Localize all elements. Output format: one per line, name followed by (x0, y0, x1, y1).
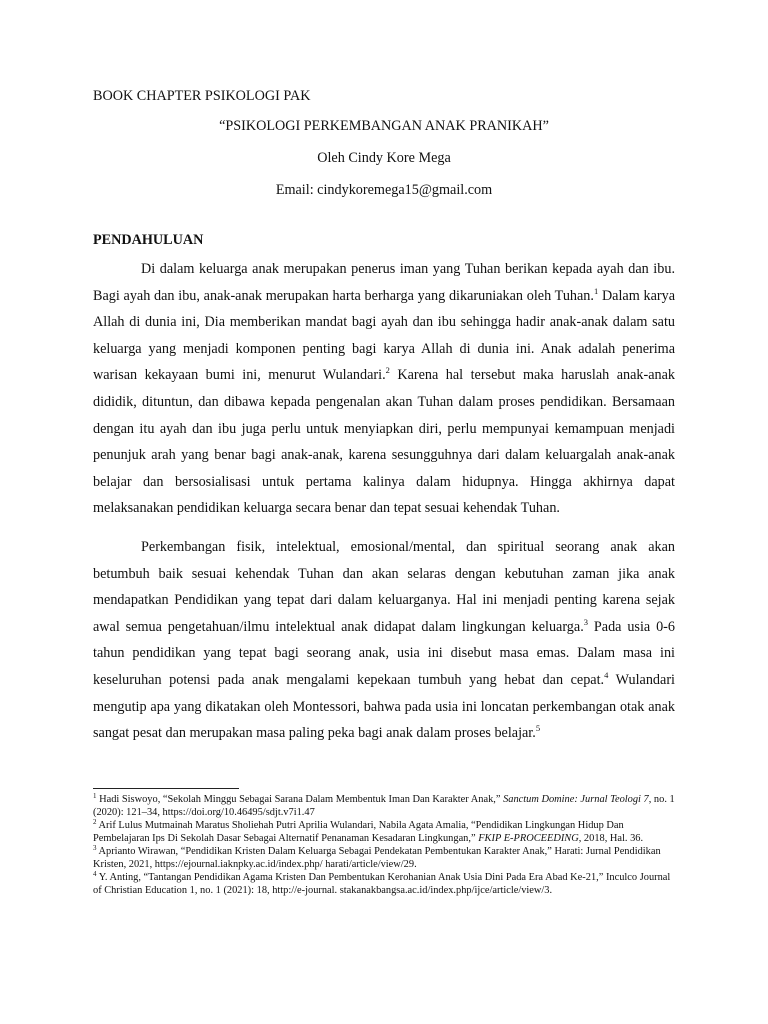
footnote-text[interactable]: Y. Anting, “Tantangan Pendidikan Agama Kristen Dan Pembentukan Kerohanian Anak Usia Dini Pada Era Abad Ke-21,” Inculco Journal of Christian Education 1, no. 1 (2021): 18, http://e-journal. stakanakbangsa.ac.id/index.php/ijce/article/view/3. (93, 872, 671, 896)
paragraph-text: Karena hal tersebut maka haruslah anak-anak dididik, dituntun, dan dibawa kepada pengenalan akan Tuhan dalam proses pendidikan. Bersamaan dengan itu ayah dan ibu juga perlu untuk menyiapkan diri, perlu mempunyai kemampuan menjadi penunjuk arah yang benar bagi anak-anak, karena sesungguhnya dari dalam keluargalah anak-anak belajar dan bersosialisasi untuk pertama kalinya dalam hidupnya. Hingga akhirnya dapat melaksanakan pendidikan keluarga secara benar dan tepat sesuai kehendak Tuhan. (93, 367, 675, 517)
email-line: Email: cindykoremega15@gmail.com (275, 182, 493, 198)
paragraph-text: Wulandari mengutip apa yang dikatakan oleh Montessori, bahwa pada usia ini loncatan perkembangan otak anak sangat pesat dan merupakan masa paling peka bagi anak dalam proses belajar. (93, 671, 675, 742)
paragraph-text: Perkembangan fisik, intelektual, emosional/mental, dan spiritual seorang anak akan betumbuh baik sesuai kehendak Tuhan dan akan selaras dengan kebutuhan zaman jika anak mendapatkan Pendidikan yang tepat dari dalam keluarganya. Hal ini menjadi penting karena sejak awal semua pengetahuan/ilmu intelektual anak didapat dalam lingkungan keluarga. (93, 538, 675, 635)
footnote-1 (93, 793, 675, 819)
footnote-text: Hadi Siswoyo, “Sekolah Minggu Sebagai Sarana Dalam Membentuk Iman Dan Karakter Anak,” (96, 794, 504, 805)
footnote-ref[interactable]: 5 (535, 723, 541, 734)
footnote-ref[interactable]: 2 (385, 365, 390, 376)
footnote-ref[interactable]: 1 (593, 285, 599, 296)
footnote-text[interactable]: , no. 1 (2020): 121–34, https://doi.org/10.46495/sdjt.v7i1.47 (93, 794, 675, 818)
paragraph-1 (93, 256, 675, 522)
footnote-3 (93, 845, 675, 871)
footnote-ref[interactable]: 3 (583, 616, 588, 627)
footnote-italic: Sanctum Domine: Jurnal Teologi 7 (503, 794, 649, 805)
footnote-text: Arif Lulus Mutmainah Maratus Sholiehah Putri Aprilia Wulandari, Nabila Agata Amalia, “Pendidikan Lingkungan Hidup Dan Pembelajaran Ips Di Sekolah Dasar Sebagai Alternatif Penanaman Kesadaran Lingkungan,” (93, 820, 624, 844)
document-body (93, 86, 675, 747)
paragraph-text: Dalam karya Allah di dunia ini, Dia memberikan mandat bagi ayah dan ibu sehingga hadir anak-anak dalam satu keluarga yang menjadi komponen penting bagi karya Allah di dunia ini. Anak adalah penerima warisan kekayaan bumi ini, menurut Wulandari. (93, 287, 675, 384)
author-line: Oleh Cindy Kore Mega (317, 150, 451, 166)
chapter-label: BOOK CHAPTER PSIKOLOGI PAK (93, 88, 311, 104)
footnote-text: , 2018, Hal. 36. (578, 833, 644, 844)
paragraph-text: Di dalam keluarga anak merupakan penerus iman yang Tuhan berikan kepada ayah dan ibu. Bagi ayah dan ibu, anak-anak merupakan harta berharga yang dikaruniakan oleh Tuhan. (93, 261, 675, 304)
footnote-number: 3 (93, 844, 97, 852)
paragraph-2 (93, 534, 675, 747)
footnote-italic: FKIP E-PROCEEDING (478, 833, 579, 844)
footnote-number: 4 (93, 870, 97, 878)
footnote-ref[interactable]: 4 (604, 669, 609, 680)
document-title: “PSIKOLOGI PERKEMBANGAN ANAK PRANIKAH” (219, 118, 549, 134)
footnote-2 (93, 819, 675, 845)
paragraph-text: Pada usia 0-6 tahun pendidikan yang tepat bagi seorang anak, usia ini disebut masa emas. Dalam masa ini keseluruhan potensi pada anak mengalami kepekaan tumbuh yang hebat dan cepat. (93, 618, 675, 688)
footnote-number: 2 (93, 818, 97, 826)
footnotes (93, 793, 675, 897)
footnote-number: 1 (93, 792, 97, 800)
section-heading: PENDAHULUAN (93, 232, 204, 248)
footnote-4 (93, 871, 675, 897)
footnote-text[interactable]: Aprianto Wirawan, “Pendidikan Kristen Dalam Keluarga Sebagai Pendekatan Pembentukan Karakter Anak,” Harati: Jurnal Pendidikan Kristen, 2021, https://ejournal.iaknpky.ac.id/index.php/ harati/article/view/29. (93, 846, 661, 870)
footnote-separator (93, 788, 239, 789)
